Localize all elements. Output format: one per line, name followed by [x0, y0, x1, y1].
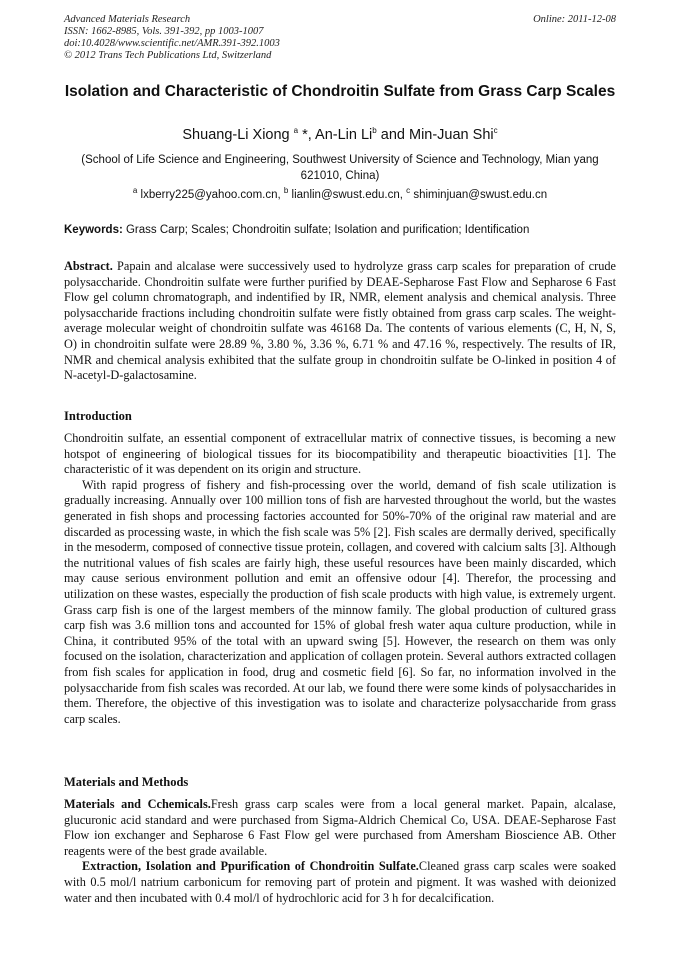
journal-header [64, 14, 616, 62]
author-mark: *, [298, 127, 316, 143]
issn-line: ISSN: 1662-8985, Vols. 391-392, pp 1003-1007 [64, 26, 264, 37]
doi-line: doi:10.4028/www.scientific.net/AMR.391-392.1003 [64, 38, 280, 49]
keywords [64, 222, 616, 238]
abstract-label: Abstract. [64, 259, 113, 273]
introduction-body [64, 431, 616, 727]
email-link[interactable]: lianlin@swust.edu.cn, [288, 189, 407, 201]
email-link[interactable]: shiminjuan@swust.edu.cn [410, 189, 548, 201]
paragraph-text: Fresh grass carp scales were from a local general market. Papain, alcalase, glucuronic acid standard and were purchased from Sigma-Aldrich Chemical Co, USA. DEAE-Sepharose Fast Flow ion exchanger and Sepharose 6 Fast Flow gel were purchased from Amersham Bioscience AB. Other reagents were of the best grade available. [64, 797, 616, 858]
abstract-text: Papain and alcalase were successively used to hydrolyze grass carp scales for preparation of crude polysaccharide. Chondroitin sulfate were further purified by DEAE-Sepharose Fast Flow and Sepharose 6 Fast Flow gel column chromatograph, and indentified by IR, NMR, element analysis and chemical analysis. Three polysaccharide fractions including chondroitin sulfate were fistly obtained from grass carp scales. The weight-average molecular weight of chondroitin sulfate was 46168 Da. The contents of various elements (C, H, N, S, O) in chondroitin sulfate were 28.89 %, 3.80 %, 3.36 %, 6.71 % and 47.16 %, respectively. The results of IR, NMR and chemical analysis exhibited that the sulfate group in chondroitin sulfate be O-linked in position 4 of N-acetyl-D-galactosamine. [64, 259, 616, 383]
subsection-label: Materials and Cchemicals. [64, 797, 211, 811]
paragraph-text: Cleaned grass carp scales were soaked with 0.5 mol/l natrium carbonicum for removing part of protein and pigment. It was washed with deionized water and then incubated with 0.4 mol/l of hydrochloric acid for 3 h for decalcification. [64, 859, 616, 905]
author-sup: b [372, 126, 377, 136]
subsection-label: Extraction, Isolation and Ppurification of Chondroitin Sulfate. [82, 859, 419, 874]
online-date: Online: 2011-12-08 [533, 14, 616, 25]
paragraph: With rapid progress of fishery and fish-processing over the world, demand of fish scale utilization is gradually increasing. Annually over 100 million tons of fish are harvested throughout the world, but the wastes generated in fish shops and processing factories accounted for 50%-70% of the original raw material and are discarded as processing waste, in which the fish scale was 5% [2]. Fish scales are dermally derived, specifically in the mesoderm, composed of connective tissue protein, collagen, and covered with calcium salts [3]. Although the nutritional values of fish scales are fairly high, these useful resources have been mainly discarded, which may cause serious environment pollution and emit an offensive odour [4]. Therefor, the processing and utilization on these wastes, especially the production of fish scale products with high value, is extremely urgent. Grass carp fish is one of the largest members of the minnow family. The global production of cultured grass carp fish was 3.6 million tons and accounted for 15% of global fresh water aqua culture production, while in China, it contributed 95% of the total with an upward swing [5]. However, the research on them was only focused on the isolation, characterization and application of collagen protein. Several authors extracted collagen from fish scales for application in food, drug and cosmetic field [6]. So far, no information involved in the polysaccharide from fish scales was recorded. At our lab, we found there were some kinds of polysaccharides in them. Therefore, the objective of this investigation was to isolate and characterize polysaccharide from grass carp scales. [64, 477, 616, 726]
author-conjunction: and [376, 127, 409, 143]
paper-title: Isolation and Characteristic of Chondroitin Sulfate from Grass Carp Scales [64, 83, 616, 100]
section-heading-materials-methods: Materials and Methods [64, 775, 189, 789]
journal-name: Advanced Materials Research [64, 14, 191, 25]
paragraph: Chondroitin sulfate, an essential component of extracellular matrix of connective tissues, is becoming a new hotspot of engineering of biological tissues for its biocompatibility and therapeutic bioactivities [1]. The characteristic of it was dependent on its origin and structure. [64, 431, 616, 477]
email-sup: a [132, 186, 138, 196]
author-sup: c [493, 126, 498, 136]
author-list [64, 126, 616, 144]
paragraph [64, 797, 616, 859]
email-sup: c [406, 186, 411, 196]
affiliation: (School of Life Science and Engineering, Southwest University of Science and Technology, Mian yang 621010, China) [81, 154, 599, 182]
copyright-line: © 2012 Trans Tech Publications Ltd, Switzerland [64, 50, 272, 61]
keywords-label: Keywords: [64, 224, 123, 236]
author-name: Min-Juan Shi [408, 127, 494, 143]
keywords-text: Grass Carp; Scales; Chondroitin sulfate; Isolation and purification; Identification [122, 224, 530, 236]
email-line [64, 187, 616, 203]
author-name: An-Lin Li [315, 127, 373, 143]
materials-methods-body [64, 797, 616, 906]
paragraph [64, 859, 616, 906]
author-sup: a [293, 126, 299, 136]
author-name: Shuang-Li Xiong [182, 127, 290, 143]
email-sup: b [283, 186, 289, 196]
section-heading-introduction: Introduction [64, 409, 132, 423]
abstract [64, 259, 616, 384]
email-link[interactable]: lxberry225@yahoo.com.cn, [137, 189, 284, 201]
